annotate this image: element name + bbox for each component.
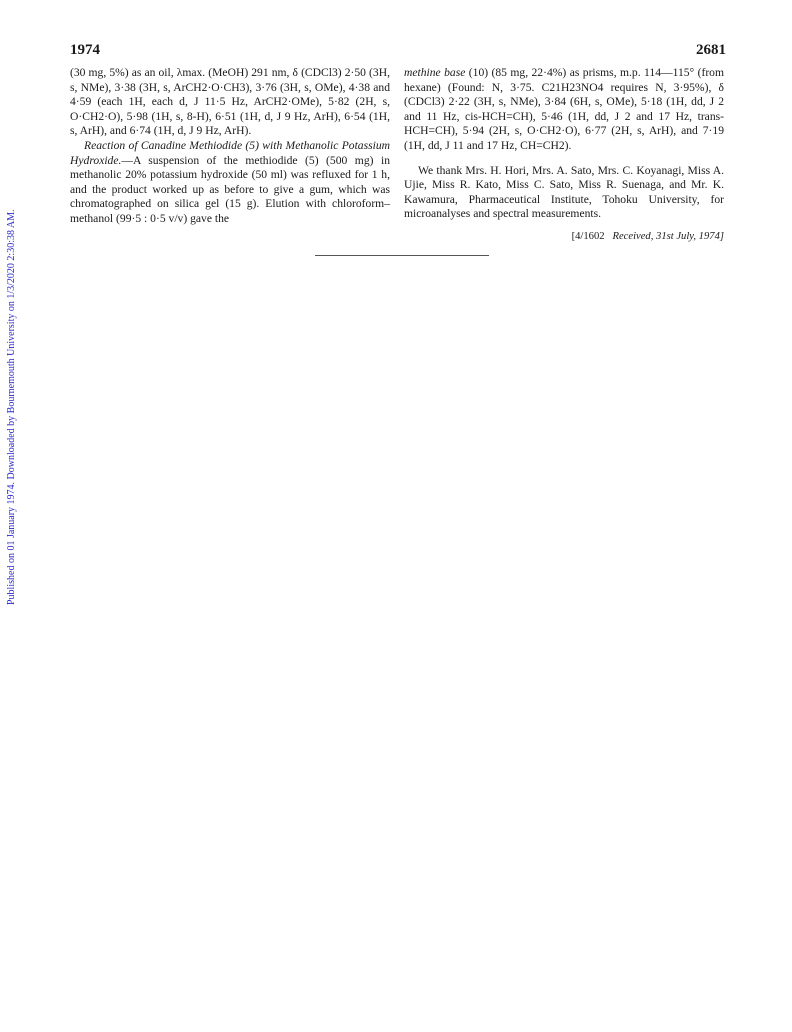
journal-year: 1974 <box>70 42 100 58</box>
reference-code: [4/1602 <box>571 230 605 242</box>
received-line <box>404 230 724 245</box>
spectral-data-paragraph: (30 mg, 5%) as an oil, λmax. (MeOH) 291 nm, δ (CDCl3) 2·50 (3H, s, NMe), 3·38 (3H, s, ArCH2·O·CH3), 3·76 (3H, s, OMe), 4·38 and 4·59 (each 1H, each d, J 11·5 Hz, ArCH2·OMe), 5·82 (2H, s, O·CH2·O), 5·98 (1H, s, 8-H), 6·51 (1H, d, J 9 Hz, ArH), 6·54 (1H, s, ArH), and 6·74 (1H, d, J 9 Hz, ArH). <box>70 66 390 138</box>
left-column <box>70 66 390 227</box>
page-number: 2681 <box>696 42 726 58</box>
methine-base-paragraph <box>404 66 724 154</box>
end-of-article-rule <box>315 255 489 256</box>
acknowledgement-paragraph: We thank Mrs. H. Hori, Mrs. A. Sato, Mrs. C. Koyanagi, Miss A. Ujie, Miss R. Kato, Miss C. Sato, Miss R. Suenaga, and Mr. K. Kawamura, Pharmaceutical Institute, Tohoku University, for microanalyses and spectral measurements. <box>404 163 724 221</box>
right-column <box>404 66 724 245</box>
procedure-paragraph <box>70 139 390 227</box>
methine-base-text: (10) (85 mg, 22·4%) as prisms, m.p. 114—115° (from hexane) (Found: N, 3·75. C21H23NO4 requires N, 3·95%), δ (CDCl3) 2·22 (3H, s, NMe), 3·84 (6H, s, OMe), 5·18 (1H, dd, J 2 and 11 Hz, cis-HCH=CH), 5·46 (1H, dd, J 2 and 17 Hz, trans-HCH=CH), 5·94 (2H, s, O·CH2·O), 6·77 (2H, s, ArH), and 7·19 (1H, dd, J 11 and 17 Hz, CH=CH2). <box>404 66 724 152</box>
download-watermark: Published on 01 January 1974. Downloaded by Bournemouth University on 1/3/2020 2:30:38 AM. <box>6 209 17 606</box>
received-date: Received, 31st July, 1974] <box>612 230 724 242</box>
compound-name: methine base <box>404 66 466 79</box>
section-heading: Reaction of Canadine Methiodide (5) with Methanolic Potassium Hydroxide. <box>70 138 390 167</box>
procedure-text: —A suspension of the methiodide (5) (500 mg) in methanolic 20% potassium hydroxide (50 ml) was refluxed for 1 h, and the product worked up as before to give a gum, which was chromatographed on silica gel (15 g). Elution with chloroform–methanol (99·5 : 0·5 v/v) gave the <box>70 153 390 225</box>
